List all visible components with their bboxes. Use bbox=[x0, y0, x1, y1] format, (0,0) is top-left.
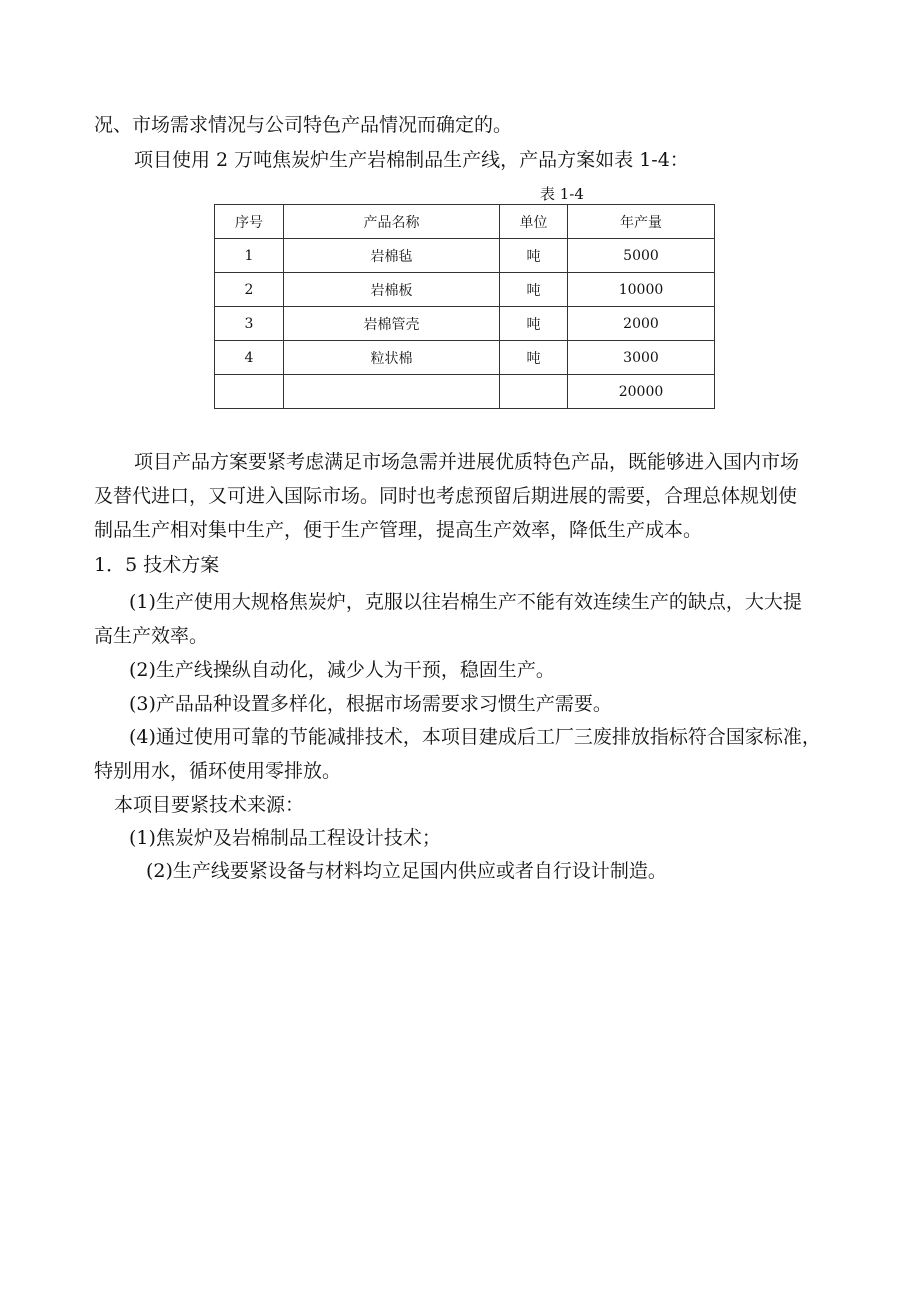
tech-source-2: (2)生产线要紧设备与材料均立足国内供应或者自行设计制造。 bbox=[146, 860, 667, 882]
table-row bbox=[215, 273, 715, 307]
table-total-row bbox=[215, 375, 715, 409]
tech-item-3: (3)产品品种设置多样化，根据市场需要求习惯生产需要。 bbox=[129, 693, 612, 715]
paragraph-product-plan-line3: 制品生产相对集中生产，便于生产管理，提高生产效率，降低生产成本。 bbox=[94, 519, 703, 541]
header-serial-no: 序号 bbox=[215, 205, 284, 239]
section-heading: 1．5 技术方案 bbox=[94, 554, 220, 576]
tech-item-4-line1: (4)通过使用可靠的节能减排技术，本项目建成后工厂三废排放指标符合国家标准， bbox=[129, 726, 821, 748]
tech-item-1-line1: (1)生产使用大规格焦炭炉，克服以往岩棉生产不能有效连续生产的缺点，大大提 bbox=[129, 591, 802, 613]
cell-unit: 吨 bbox=[500, 307, 568, 341]
cell-product-name: 岩棉毡 bbox=[284, 239, 500, 273]
cell-serial-no: 1 bbox=[215, 239, 284, 273]
table-row bbox=[215, 307, 715, 341]
cell-serial-no bbox=[215, 375, 284, 409]
paragraph-intro-table: 项目使用 2 万吨焦炭炉生产岩棉制品生产线，产品方案如表 1-4： bbox=[134, 149, 689, 171]
table-header-row bbox=[215, 205, 715, 239]
cell-unit bbox=[500, 375, 568, 409]
paragraph-continuation: 况、市场需求情况与公司特色产品情况而确定的。 bbox=[94, 114, 513, 136]
cell-unit: 吨 bbox=[500, 239, 568, 273]
tech-item-1-line2: 高生产效率。 bbox=[94, 625, 209, 647]
cell-unit: 吨 bbox=[500, 273, 568, 307]
cell-unit: 吨 bbox=[500, 341, 568, 375]
cell-annual-output: 3000 bbox=[568, 341, 715, 375]
header-annual-output: 年产量 bbox=[568, 205, 715, 239]
table-caption: 表 1-4 bbox=[540, 185, 584, 203]
table-row bbox=[215, 341, 715, 375]
paragraph-product-plan-line1: 项目产品方案要紧考虑满足市场急需并进展优质特色产品，既能够进入国内市场 bbox=[134, 451, 800, 473]
product-table bbox=[214, 204, 715, 409]
tech-item-2: (2)生产线操纵自动化，减少人为干预，稳固生产。 bbox=[129, 659, 555, 681]
cell-serial-no: 3 bbox=[215, 307, 284, 341]
cell-product-name: 岩棉板 bbox=[284, 273, 500, 307]
cell-serial-no: 4 bbox=[215, 341, 284, 375]
cell-annual-output: 10000 bbox=[568, 273, 715, 307]
paragraph-product-plan-line2: 及替代进口，又可进入国际市场。同时也考虑预留后期进展的需要，合理总体规划使 bbox=[94, 485, 798, 507]
cell-product-name bbox=[284, 375, 500, 409]
cell-annual-output: 5000 bbox=[568, 239, 715, 273]
tech-sources-intro: 本项目要紧技术来源： bbox=[114, 794, 305, 816]
cell-serial-no: 2 bbox=[215, 273, 284, 307]
cell-product-name: 岩棉管壳 bbox=[284, 307, 500, 341]
cell-annual-output: 2000 bbox=[568, 307, 715, 341]
cell-total-output: 20000 bbox=[568, 375, 715, 409]
header-unit: 单位 bbox=[500, 205, 568, 239]
tech-item-4-line2: 特别用水，循环使用零排放。 bbox=[94, 760, 342, 782]
tech-source-1: (1)焦炭炉及岩棉制品工程设计技术； bbox=[129, 827, 441, 849]
table-row bbox=[215, 239, 715, 273]
cell-product-name: 粒状棉 bbox=[284, 341, 500, 375]
header-product-name: 产品名称 bbox=[284, 205, 500, 239]
